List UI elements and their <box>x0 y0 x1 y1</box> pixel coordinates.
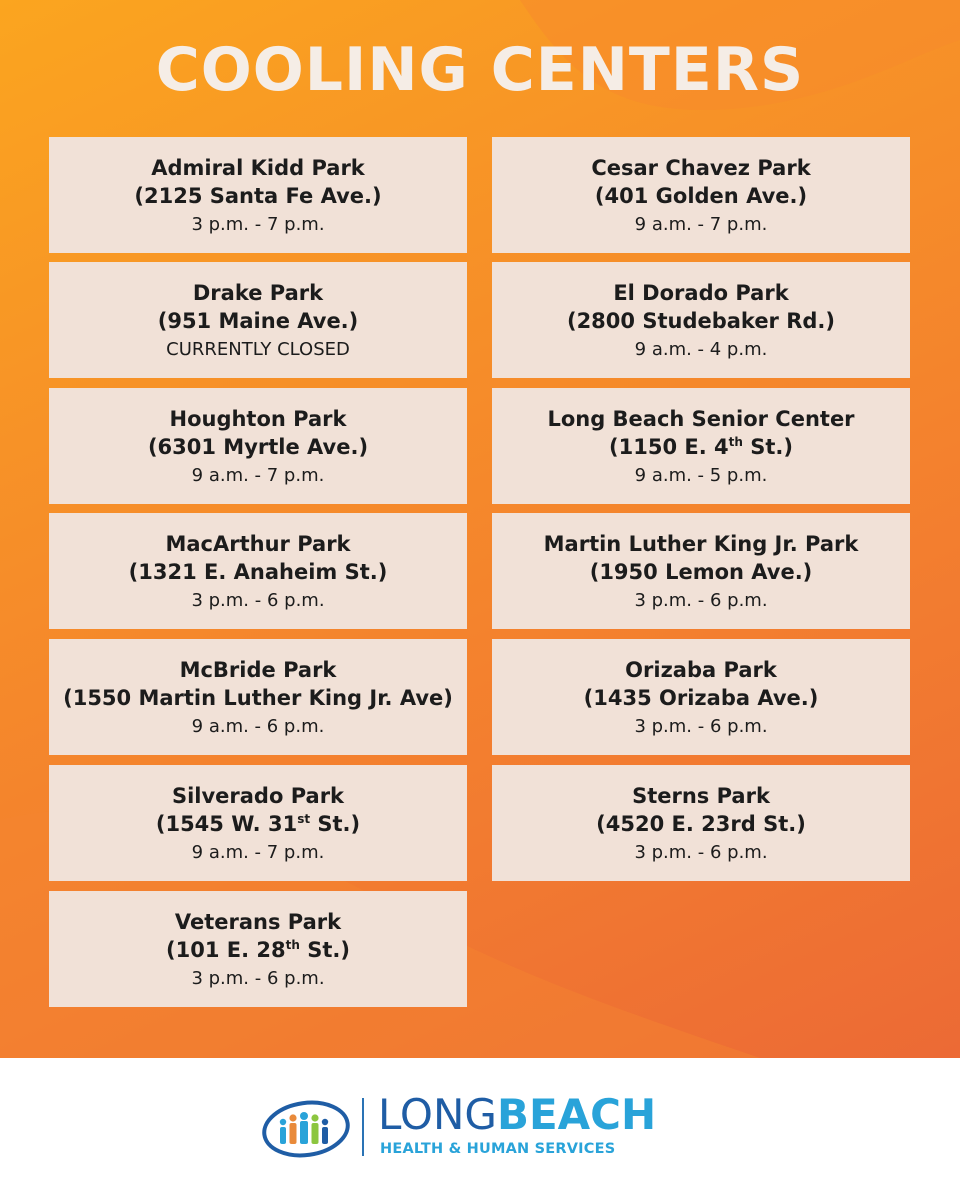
center-address: (1550 Martin Luther King Jr. Ave) <box>63 686 453 710</box>
center-hours: 3 p.m. - 6 p.m. <box>634 842 768 863</box>
logo-word-long: LONG <box>378 1090 497 1139</box>
center-hours: 9 a.m. - 4 p.m. <box>634 339 768 360</box>
center-name: Houghton Park <box>169 407 347 431</box>
center-name: Admiral Kidd Park <box>151 156 365 180</box>
center-address: (101 E. 28th St.) <box>166 938 350 962</box>
center-name: El Dorado Park <box>613 281 789 305</box>
logo-subtitle: HEALTH & HUMAN SERVICES <box>380 1141 616 1157</box>
center-name: Long Beach Senior Center <box>547 407 855 431</box>
center-name: Cesar Chavez Park <box>591 156 811 180</box>
center-name: McBride Park <box>179 658 337 682</box>
center-card <box>49 262 467 378</box>
center-card <box>49 891 467 1007</box>
center-address: (401 Golden Ave.) <box>594 184 808 208</box>
center-hours: 3 p.m. - 6 p.m. <box>191 968 325 989</box>
center-card <box>492 262 910 378</box>
center-card <box>492 513 910 629</box>
center-hours: 3 p.m. - 6 p.m. <box>634 590 768 611</box>
center-hours: 9 a.m. - 5 p.m. <box>634 465 768 486</box>
center-address: (4520 E. 23rd St.) <box>596 812 806 836</box>
center-card <box>49 513 467 629</box>
center-name: Sterns Park <box>632 784 770 808</box>
center-status: CURRENTLY CLOSED <box>166 339 350 360</box>
center-hours: 9 a.m. - 7 p.m. <box>634 214 768 235</box>
center-card <box>49 388 467 504</box>
center-address: (951 Maine Ave.) <box>157 309 359 333</box>
center-card <box>492 765 910 881</box>
center-name: Orizaba Park <box>625 658 777 682</box>
center-address: (1150 E. 4th St.) <box>609 435 793 459</box>
center-name: MacArthur Park <box>165 532 351 556</box>
center-card <box>492 639 910 755</box>
center-name: Silverado Park <box>171 784 345 808</box>
center-hours: 3 p.m. - 6 p.m. <box>191 590 325 611</box>
center-hours: 9 a.m. - 7 p.m. <box>191 842 325 863</box>
center-address: (6301 Myrtle Ave.) <box>147 435 369 459</box>
center-hours: 9 a.m. - 6 p.m. <box>191 716 325 737</box>
center-name: Drake Park <box>192 281 324 305</box>
people-family-icon <box>262 1096 354 1160</box>
logo-wordmark <box>378 1090 656 1140</box>
center-hours: 9 a.m. - 7 p.m. <box>191 465 325 486</box>
page-title: COOLING CENTERS <box>155 35 805 105</box>
center-address: (1950 Lemon Ave.) <box>589 560 813 584</box>
center-address: (2800 Studebaker Rd.) <box>566 309 836 333</box>
center-address: (1545 W. 31st St.) <box>155 812 361 836</box>
center-card <box>49 765 467 881</box>
logo-divider <box>362 1098 364 1156</box>
center-card <box>492 137 910 253</box>
center-hours: 3 p.m. - 7 p.m. <box>191 214 325 235</box>
center-name: Martin Luther King Jr. Park <box>543 532 859 556</box>
center-address: (1435 Orizaba Ave.) <box>583 686 819 710</box>
center-card <box>49 137 467 253</box>
center-address: (2125 Santa Fe Ave.) <box>134 184 382 208</box>
center-card <box>49 639 467 755</box>
center-card <box>492 388 910 504</box>
center-hours: 3 p.m. - 6 p.m. <box>634 716 768 737</box>
center-address: (1321 E. Anaheim St.) <box>128 560 388 584</box>
logo-word-beach: BEACH <box>496 1090 657 1139</box>
center-name: Veterans Park <box>174 910 342 934</box>
